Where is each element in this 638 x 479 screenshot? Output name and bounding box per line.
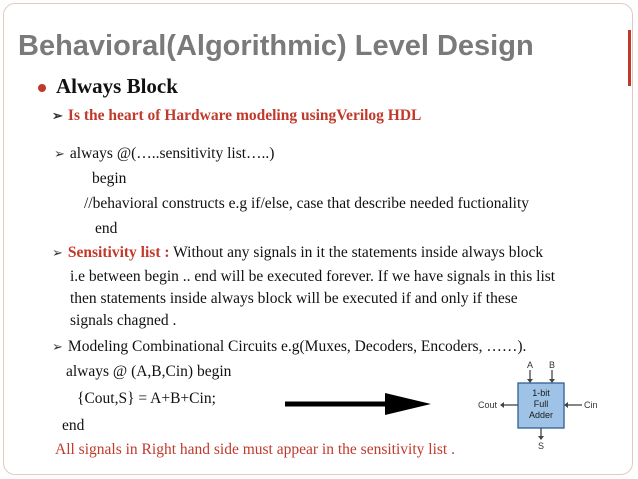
sensitivity-text-1: Without any signals in it the statements inside always block bbox=[169, 244, 544, 261]
adder-title-1: 1-bit bbox=[532, 388, 550, 398]
syntax-text-1: always @(…..sensitivity list…..) bbox=[69, 145, 275, 162]
sensitivity-label: Sensitivity list : bbox=[67, 244, 170, 261]
sensitivity-line-3: then statements inside always block will be executed if and only if these bbox=[70, 290, 518, 307]
big-right-arrow-icon bbox=[285, 393, 431, 415]
section-heading: Always Block bbox=[56, 74, 178, 98]
syntax-line-4: end bbox=[95, 220, 118, 237]
input-cin-label: Cin bbox=[584, 400, 598, 410]
output-s-label: S bbox=[537, 441, 545, 451]
sensitivity-line-4: signals chagned . bbox=[70, 312, 177, 329]
slide-title: Behavioral(Algorithmic) Level Design bbox=[18, 30, 534, 62]
footer-note: All signals in Right hand side must appear in the sensitivity list . bbox=[55, 441, 455, 458]
arrow-bullet-icon: ➢ bbox=[52, 108, 63, 123]
code-line-1: always @ (A,B,Cin) begin bbox=[66, 363, 232, 380]
arrow-bullet-icon: ➢ bbox=[52, 245, 63, 260]
heart-text: Is the heart of Hardware modeling usingVerilog HDL bbox=[67, 107, 422, 124]
input-b-label: B bbox=[548, 360, 556, 370]
adder-title-3: Adder bbox=[528, 410, 554, 420]
syntax-line-3: //behavioral constructs e.g if/else, case that describe needed fuctionality bbox=[84, 195, 530, 212]
output-cout-label: Cout bbox=[477, 400, 497, 410]
code-line-2: {Cout,S} = A+B+Cin; bbox=[77, 390, 216, 407]
sensitivity-line-2: i.e between begin .. end will be executed forever. If we have signals in this list bbox=[70, 268, 556, 285]
code-line-3: end bbox=[62, 417, 85, 434]
input-a-label: A bbox=[526, 360, 534, 370]
combinational-text: Modeling Combinational Circuits e.g(Muxes, Decoders, Encoders, ……). bbox=[67, 338, 527, 355]
arrow-bullet-icon: ➢ bbox=[54, 146, 65, 161]
adder-title-2: Full bbox=[533, 399, 549, 409]
syntax-line-2: begin bbox=[92, 170, 127, 187]
arrow-bullet-icon: ➢ bbox=[52, 339, 63, 354]
